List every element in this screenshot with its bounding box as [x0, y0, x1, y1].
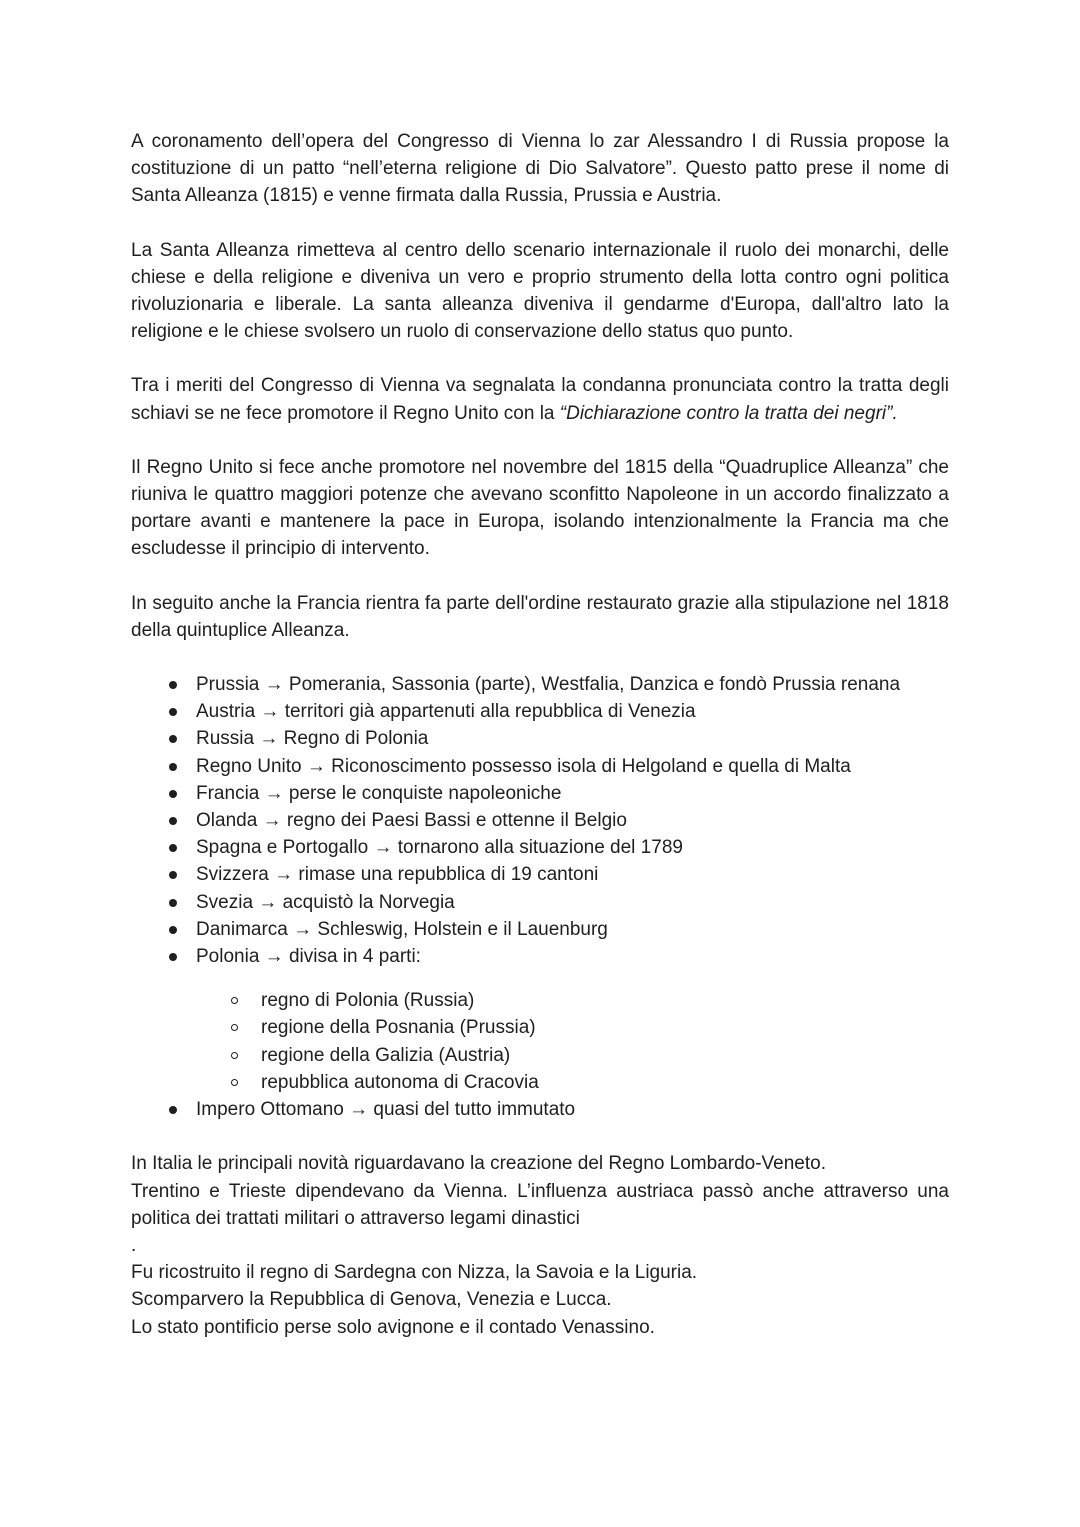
- dichiarazione-title: “Dichiarazione contro la tratta dei negri”.: [559, 402, 898, 424]
- paragraph-santa-alleanza-intro: A coronamento dell’opera del Congresso di Vienna lo zar Alessandro I di Russia propose la costituzione di un patto “nell’eterna religione di Dio Salvatore”. Questo patto prese il nome di Santa Alleanza (1815) e venne firmata dalla Russia, Prussia e Austria.: [131, 131, 949, 207]
- sublist-item: repubblica autonoma di Cracovia: [131, 1069, 949, 1096]
- paragraph-tratta-text: Tra i meriti del Congresso di Vienna va segnalata la condanna pronunciata contro la tratta degli schiavi se ne fece promotore il Regno Unito con la: [131, 375, 949, 424]
- paragraph-stato-pontificio: Lo stato pontificio perse solo avignone e il contado Venassino.: [131, 1316, 655, 1338]
- stray-dot: .: [131, 1234, 137, 1256]
- list-item: Francia → perse le conquiste napoleoniche: [131, 780, 949, 807]
- list-item: Svezia → acquistò la Norvegia: [131, 889, 949, 916]
- sublist-item: regno di Polonia (Russia): [131, 987, 949, 1014]
- paragraph-italia-lombardo-veneto: In Italia le principali novità riguardavano la creazione del Regno Lombardo-Veneto.: [131, 1153, 826, 1175]
- list-item: Russia → Regno di Polonia: [131, 725, 949, 752]
- paragraph-repubbliche-scomparse: Scomparvero la Repubblica di Genova, Venezia e Lucca.: [131, 1289, 612, 1311]
- paragraph-tratta-schiavi: [131, 372, 949, 426]
- document-page: [131, 128, 949, 1341]
- paragraph-santa-alleanza-role: La Santa Alleanza rimetteva al centro dello scenario internazionale il ruolo dei monarchi, delle chiese e della religione e diveniva un vero e proprio strumento della lotta contro ogni politica rivoluzionaria e liberale. La santa alleanza diveniva il gendarme d'Europa, dall'altro lato la religione e le chiese svolsero un ruolo di conservazione dello status quo punto.: [131, 239, 949, 343]
- paragraph-quintuplice-alleanza: In seguito anche la Francia rientra fa parte dell'ordine restaurato grazie alla stipulazione nel 1818 della quintuplice Alleanza.: [131, 592, 949, 641]
- list-item: Prussia → Pomerania, Sassonia (parte), Westfalia, Danzica e fondò Prussia renana: [131, 671, 949, 698]
- list-item: Spagna e Portogallo → tornarono alla situazione del 1789: [131, 834, 949, 861]
- list-item: Impero Ottomano → quasi del tutto immutato: [131, 1096, 949, 1123]
- list-item: Regno Unito → Riconoscimento possesso isola di Helgoland e quella di Malta: [131, 753, 949, 780]
- polonia-sublist: [131, 987, 949, 1096]
- list-item: Svizzera → rimase una repubblica di 19 cantoni: [131, 861, 949, 888]
- territories-list-end: [131, 1096, 949, 1123]
- paragraph-trentino-trieste: Trentino e Trieste dipendevano da Vienna. L’influenza austriaca passò anche attraverso una politica dei trattati militari o attraverso legami dinastici: [131, 1180, 949, 1229]
- sublist-item: regione della Galizia (Austria): [131, 1042, 949, 1069]
- paragraph-quadruplice-alleanza: Il Regno Unito si fece anche promotore nel novembre del 1815 della “Quadruplice Alleanza” che riuniva le quattro maggiori potenze che avevano sconfitto Napoleone in un accordo finalizzato a portare avanti e mantenere la pace in Europa, isolando intenzionalmente la Francia ma che escludesse il principio di intervento.: [131, 456, 949, 560]
- list-item: Danimarca → Schleswig, Holstein e il Lauenburg: [131, 916, 949, 943]
- sublist-item: regione della Posnania (Prussia): [131, 1014, 949, 1041]
- list-item: Polonia → divisa in 4 parti:: [131, 943, 949, 970]
- territories-list: [131, 671, 949, 970]
- list-item: Olanda → regno dei Paesi Bassi e ottenne il Belgio: [131, 807, 949, 834]
- list-item: Austria → territori già appartenuti alla repubblica di Venezia: [131, 698, 949, 725]
- paragraph-regno-sardegna: Fu ricostruito il regno di Sardegna con Nizza, la Savoia e la Liguria.: [131, 1262, 698, 1284]
